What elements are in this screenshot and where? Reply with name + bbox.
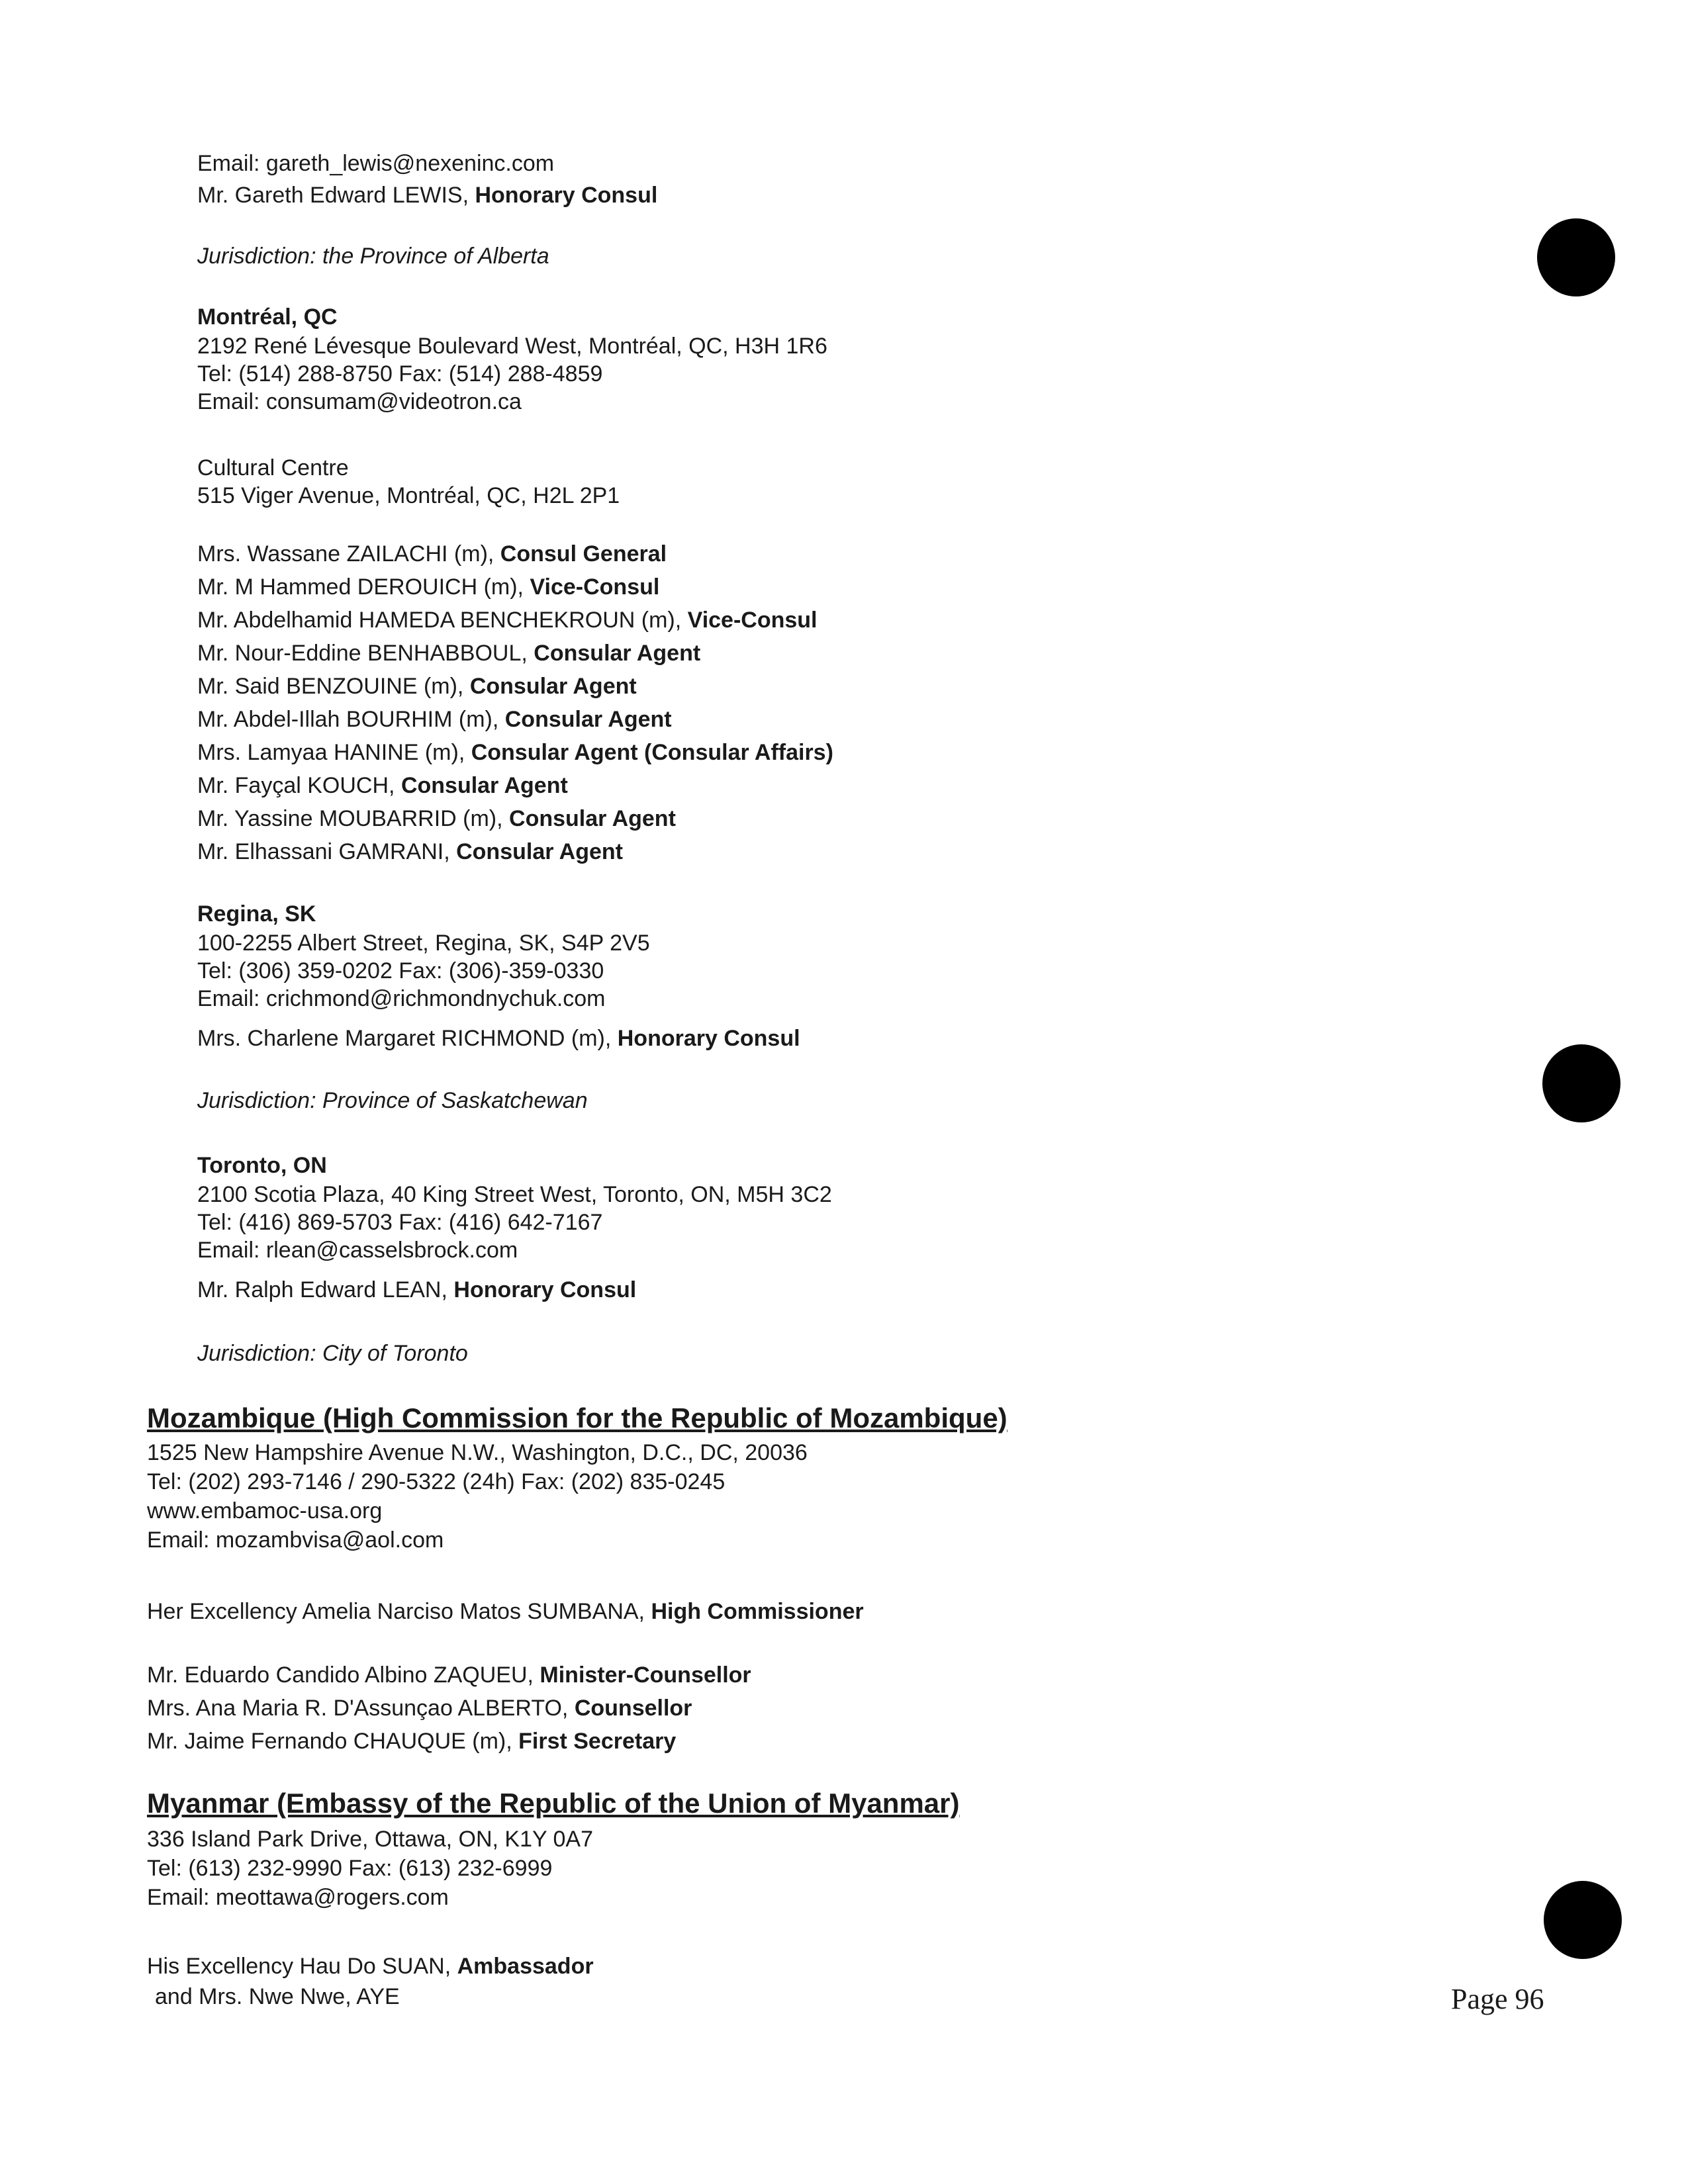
montreal-address: 2192 René Lévesque Boulevard West, Montréal, QC, H3H 1R6 xyxy=(197,334,827,359)
person-title: Vice-Consul xyxy=(530,574,660,600)
toronto-email: Email: rlean@casselsbrock.com xyxy=(197,1238,518,1263)
person-name: Mr. Jaime Fernando CHAUQUE (m), xyxy=(147,1729,519,1754)
mozambique-heading: Mozambique (High Commission for the Republic of Mozambique) xyxy=(147,1402,1008,1433)
montreal-tel: Tel: (514) 288-8750 Fax: (514) 288-4859 xyxy=(197,361,603,387)
person-name: Mr. Said BENZOUINE (m), xyxy=(197,674,470,699)
person-name: Mr. Ralph Edward LEAN, xyxy=(197,1277,454,1302)
person-title: Consular Agent xyxy=(509,806,676,831)
regina-address: 100-2255 Albert Street, Regina, SK, S4P 2V5 xyxy=(197,931,650,956)
myanmar-heading: Myanmar (Embassy of the Republic of the Union of Myanmar) xyxy=(147,1788,960,1819)
person-title: Consular Agent xyxy=(456,839,623,864)
punch-hole xyxy=(1537,218,1615,296)
person-name: Mr. Fayçal KOUCH, xyxy=(197,773,401,798)
person-title: High Commissioner xyxy=(651,1599,864,1624)
person-title: Honorary Consul xyxy=(453,1277,637,1302)
staff-line xyxy=(147,1661,751,1689)
person-name: His Excellency Hau Do SUAN, xyxy=(147,1954,457,1979)
toronto-tel: Tel: (416) 869-5703 Fax: (416) 642-7167 xyxy=(197,1210,603,1235)
person-name: Mr. Yassine MOUBARRID (m), xyxy=(197,806,510,831)
staff-line xyxy=(197,838,623,866)
staff-line xyxy=(197,606,818,634)
person-name: Mr. Abdel-Illah BOURHIM (m), xyxy=(197,707,505,732)
person-title: Consular Agent xyxy=(400,773,568,798)
regina-heading: Regina, SK xyxy=(197,901,316,927)
person-title: Consular Agent xyxy=(534,641,701,666)
person-name: Mr. Eduardo Candido Albino ZAQUEU, xyxy=(147,1662,540,1688)
toronto-jurisdiction: Jurisdiction: City of Toronto xyxy=(197,1341,468,1366)
person-title: Minister-Counsellor xyxy=(539,1662,751,1688)
person-title: First Secretary xyxy=(518,1729,677,1754)
calgary-jurisdiction: Jurisdiction: the Province of Alberta xyxy=(197,244,549,269)
calgary-email: Email: gareth_lewis@nexeninc.com xyxy=(197,151,555,176)
staff-line xyxy=(197,639,700,667)
regina-email: Email: crichmond@richmondnychuk.com xyxy=(197,986,606,1011)
person-name: Mr. M Hammed DEROUICH (m), xyxy=(197,574,530,600)
myanmar-address: 336 Island Park Drive, Ottawa, ON, K1Y 0A7 xyxy=(147,1827,594,1852)
person-name: Her Excellency Amelia Narciso Matos SUMBANA, xyxy=(147,1599,651,1624)
person-title: Consular Agent xyxy=(504,707,672,732)
regina-person xyxy=(197,1024,800,1052)
person-name: Mrs. Charlene Margaret RICHMOND (m), xyxy=(197,1026,618,1051)
regina-tel: Tel: (306) 359-0202 Fax: (306)-359-0330 xyxy=(197,958,604,983)
person-title: Honorary Consul xyxy=(475,183,658,208)
mozambique-tel: Tel: (202) 293-7146 / 290-5322 (24h) Fax: (202) 835-0245 xyxy=(147,1469,726,1494)
myanmar-tel: Tel: (613) 232-9990 Fax: (613) 232-6999 xyxy=(147,1856,553,1881)
person-name: Mr. Elhassani GAMRANI, xyxy=(197,839,457,864)
mozambique-address: 1525 New Hampshire Avenue N.W., Washington, D.C., DC, 20036 xyxy=(147,1440,808,1465)
person-title: Counsellor xyxy=(574,1696,692,1721)
mozambique-web: www.embamoc-usa.org xyxy=(147,1498,383,1524)
staff-line xyxy=(197,805,676,833)
myanmar-head-of-mission xyxy=(147,1952,594,1980)
staff-line xyxy=(197,573,659,601)
montreal-email: Email: consumam@videotron.ca xyxy=(197,389,522,414)
staff-line xyxy=(197,705,672,733)
person-title: Consular Agent xyxy=(469,674,637,699)
person-name: Mr. Gareth Edward LEWIS, xyxy=(197,183,475,208)
staff-line xyxy=(147,1694,692,1722)
person-name: Mrs. Ana Maria R. D'Assunçao ALBERTO, xyxy=(147,1696,575,1721)
staff-line xyxy=(197,739,833,766)
cultural-centre-address: 515 Viger Avenue, Montréal, QC, H2L 2P1 xyxy=(197,483,620,508)
page-number: Page 96 xyxy=(1451,1983,1544,2015)
myanmar-email: Email: meottawa@rogers.com xyxy=(147,1885,449,1910)
person-name: Mrs. Lamyaa HANINE (m), xyxy=(197,740,471,765)
person-title: Consul General xyxy=(500,541,667,567)
regina-jurisdiction: Jurisdiction: Province of Saskatchewan xyxy=(197,1088,588,1113)
staff-line xyxy=(197,540,667,568)
mozambique-email: Email: mozambvisa@aol.com xyxy=(147,1527,444,1553)
myanmar-spouse: and Mrs. Nwe Nwe, AYE xyxy=(155,1984,400,2009)
toronto-person xyxy=(197,1276,636,1304)
person-name: Mrs. Wassane ZAILACHI (m), xyxy=(197,541,500,567)
person-title: Ambassador xyxy=(457,1954,594,1979)
person-name: Mr. Abdelhamid HAMEDA BENCHEKROUN (m), xyxy=(197,608,688,633)
cultural-centre-title: Cultural Centre xyxy=(197,455,349,480)
punch-hole xyxy=(1544,1881,1622,1959)
staff-line xyxy=(197,672,637,700)
staff-line xyxy=(147,1727,676,1755)
toronto-address: 2100 Scotia Plaza, 40 King Street West, Toronto, ON, M5H 3C2 xyxy=(197,1182,832,1207)
person-name: Mr. Nour-Eddine BENHABBOUL, xyxy=(197,641,534,666)
calgary-person xyxy=(197,181,657,209)
person-title: Consular Agent (Consular Affairs) xyxy=(471,740,833,765)
person-title: Honorary Consul xyxy=(617,1026,800,1051)
mozambique-head-of-mission xyxy=(147,1598,864,1625)
punch-hole xyxy=(1542,1044,1620,1122)
person-title: Vice-Consul xyxy=(687,608,818,633)
toronto-heading: Toronto, ON xyxy=(197,1153,327,1178)
montreal-heading: Montréal, QC xyxy=(197,304,338,330)
staff-line xyxy=(197,772,568,799)
